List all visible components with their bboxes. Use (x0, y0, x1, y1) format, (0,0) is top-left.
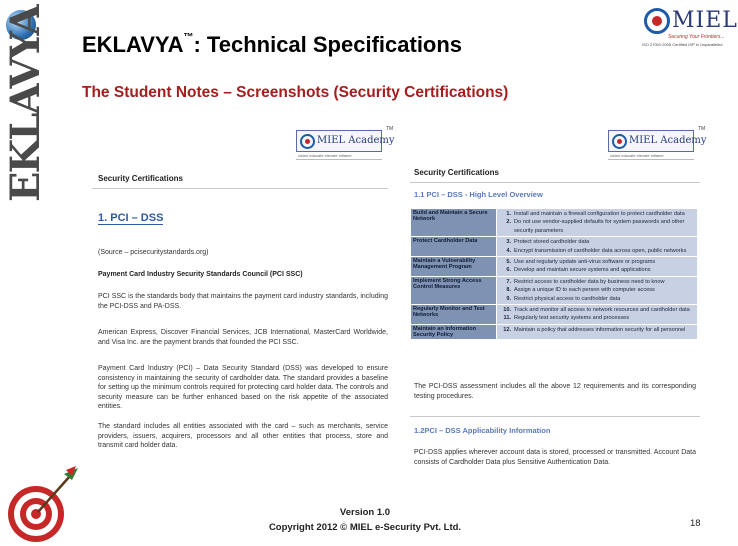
requirement-text: Install and maintain a firewall configuration to protect cardholder data (514, 211, 685, 217)
requirement-goal: Maintain an Information Security Policy (411, 324, 497, 339)
academy-logo-right (608, 126, 707, 160)
section-header: Security Certifications (414, 168, 499, 177)
paragraph-4: The standard includes all entities associated with the card – such as merchants, service providers, issuers, acquirers, processors and all other entities that process, store and transmit card holder data. (98, 423, 388, 450)
requirement-number: 7. (506, 278, 511, 285)
requirement-items (497, 305, 698, 325)
divider (410, 182, 700, 183)
requirement-text: Encrypt transmission of cardholder data across open, public networks (514, 247, 687, 254)
requirement-item (499, 306, 695, 314)
table-row (411, 237, 698, 257)
dartboard-icon (2, 466, 80, 544)
requirement-goal: Protect Cardholder Data (411, 237, 497, 257)
requirement-item (499, 266, 695, 274)
requirement-text: Track and monitor all access to network resources and cardholder data (514, 307, 690, 314)
divider (92, 188, 388, 189)
academy-slogan: vision educate elevate inflame (298, 153, 352, 158)
footer-copyright: Copyright 2012 © MIEL e-Security Pvt. Ltd. (268, 522, 462, 533)
requirement-item (499, 238, 695, 246)
requirement-text: Maintain a policy that addresses information security for all personnel (514, 326, 686, 333)
pci-dss-heading: 1. PCI – DSS (98, 212, 164, 224)
requirement-item (499, 210, 695, 218)
footer-version: Version 1.0 (339, 507, 391, 518)
academy-name: MIEL Academy (629, 135, 707, 146)
requirement-text: Use and regularly update anti-virus software or programs (514, 259, 656, 266)
applicability-heading: 1.2PCI – DSS Applicability Information (414, 426, 551, 435)
academy-emblem-icon (612, 134, 627, 149)
requirement-number: 11. (503, 315, 511, 322)
miel-brand-name: MIEL (672, 8, 738, 33)
requirement-number (499, 227, 511, 235)
academy-tm: TM (386, 126, 394, 132)
requirement-text: Assign a unique ID to each person with computer access (514, 287, 655, 294)
requirement-item (499, 258, 695, 266)
requirement-text: Restrict access to cardholder data by business need to know (514, 278, 665, 285)
page-number: 18 (690, 518, 701, 529)
requirement-item (499, 218, 695, 226)
requirement-number: 4. (506, 247, 511, 254)
academy-emblem-icon (300, 134, 315, 149)
paragraph-2: American Express, Discover Financial Services, JCB International, MasterCard Worldwide, and Visa Inc. are the payment brands that founded the PCI SSC. (98, 329, 388, 346)
requirement-items (497, 209, 698, 237)
requirement-item (499, 295, 695, 303)
miel-tagline: Securing Your Frontiers... (668, 34, 725, 40)
requirement-items (497, 324, 698, 339)
eklavya-logo-text: EKLAVYA (2, 6, 49, 202)
academy-logo-left (296, 126, 395, 160)
section-header: Security Certifications (98, 174, 183, 183)
requirement-item (499, 247, 695, 255)
miel-logo (638, 6, 738, 50)
council-heading: Payment Card Industry Security Standards Council (PCI SSC) (98, 271, 303, 278)
assessment-text: The PCI-DSS assessment includes all the above 12 requirements and its corresponding testing procedures. (414, 383, 696, 400)
requirement-number: 1. (506, 211, 511, 217)
table-row (411, 324, 698, 339)
requirement-goal: Implement Strong Access Control Measures (411, 276, 497, 304)
requirement-number: 8. (506, 287, 511, 294)
slide-title-rest: : Technical Specifications (193, 32, 463, 57)
requirement-number: 9. (506, 295, 511, 302)
requirement-item (499, 227, 695, 235)
requirement-number: 3. (506, 239, 511, 246)
requirement-number: 2. (506, 219, 511, 226)
notes-page-right (400, 118, 710, 486)
requirement-item (499, 286, 695, 294)
table-row (411, 276, 698, 304)
slide-title-main: EKLAVYA (82, 32, 184, 57)
requirement-goal: Regularly Monitor and Test Networks (411, 305, 497, 325)
requirement-item (499, 314, 695, 322)
requirement-item (499, 278, 695, 286)
academy-name: MIEL Academy (317, 135, 395, 146)
requirement-text: Restrict physical access to cardholder data (514, 295, 621, 302)
requirement-text: Do not use vendor-supplied defaults for system passwords and other (514, 219, 685, 226)
paragraph-1: PCI SSC is the standards body that maintains the payment card industry standards, including the PCI-DSS and PA-DSS. (98, 293, 388, 310)
requirement-number: 6. (506, 267, 511, 274)
requirement-items (497, 276, 698, 304)
table-row (411, 209, 698, 237)
requirement-goal: Build and Maintain a Secure Network (411, 209, 497, 237)
requirement-text: Regularly test security systems and processes (514, 315, 630, 322)
source-note: (Source – pcisecuritystandards.org) (98, 249, 209, 256)
overview-heading: 1.1 PCI – DSS - High Level Overview (414, 190, 543, 199)
table-row (411, 305, 698, 325)
academy-slogan: vision educate elevate inflame (610, 153, 664, 158)
requirement-text: security parameters (514, 227, 564, 234)
requirement-items (497, 257, 698, 277)
academy-tm: TM (698, 126, 706, 132)
requirement-text: Develop and maintain secure systems and applications (514, 267, 651, 274)
paragraph-3: Payment Card Industry (PCI) – Data Security Standard (DSS) was developed to ensure consistency in maintaining the security of cardholder data. The standard provides a baseline for setting up the minimum controls required for protecting card holder data. The controls and security measure can be further enhanced based on the risk appetite of the associated entities. (98, 365, 388, 411)
requirement-items (497, 237, 698, 257)
notes-page-left (82, 118, 398, 486)
slide-subtitle: The Student Notes – Screenshots (Security Certifications) (82, 84, 509, 101)
requirement-number: 10. (503, 307, 511, 314)
requirement-goal: Maintain a Vulnerability Management Program (411, 257, 497, 277)
requirements-table (410, 208, 698, 340)
applicability-text: PCI-DSS applies wherever account data is stored, processed or transmitted. Account Data consists of Cardholder Data plus Sensitive Authentication Data. (414, 449, 696, 466)
requirement-text: Protect stored cardholder data (514, 239, 590, 246)
slide-title (82, 32, 462, 58)
slide-title-tm: ™ (183, 32, 194, 43)
divider (410, 416, 700, 417)
miel-emblem-icon (644, 8, 670, 34)
eklavya-logo (0, 0, 52, 205)
requirement-number: 12. (503, 326, 511, 333)
table-row (411, 257, 698, 277)
requirement-number: 5. (506, 259, 511, 266)
miel-certification: ISO 27001:2005 Certified ISP in Unparalleled (642, 42, 723, 47)
requirement-item (499, 326, 695, 334)
